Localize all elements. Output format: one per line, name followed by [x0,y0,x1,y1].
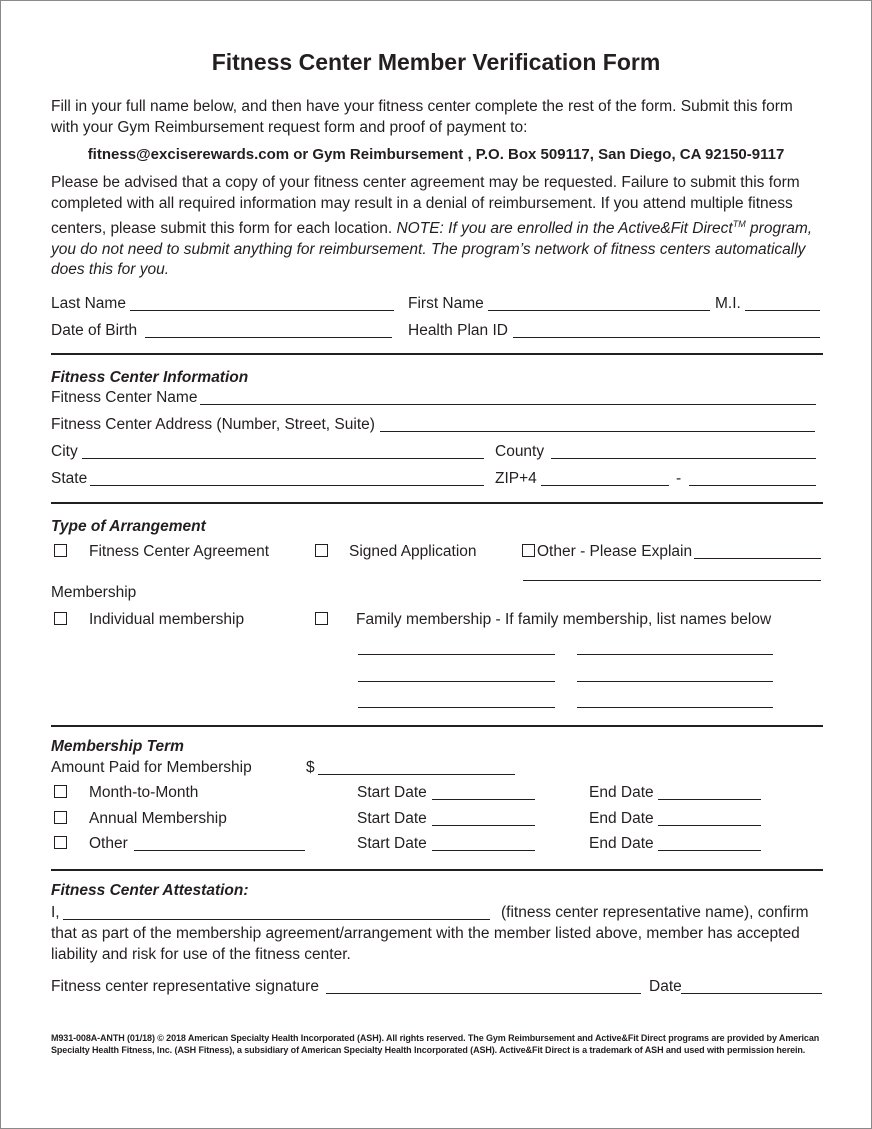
annual-membership-checkbox[interactable] [54,811,67,824]
last-name-label: Last Name [51,295,126,312]
other-arrangement-label: Other - Please Explain [537,543,693,560]
month-start-date-field[interactable] [432,799,535,800]
signed-application-checkbox[interactable] [315,544,328,557]
annual-end-date-field[interactable] [658,825,761,826]
county-field[interactable] [551,458,816,459]
zip-label: ZIP+4 [495,470,537,487]
note-prefix: NOTE: If you are enrolled in the Active&Fit Direct [396,220,733,238]
dob-label: Date of Birth [51,322,138,339]
notice-paragraph [51,173,821,281]
individual-membership-checkbox[interactable] [54,612,67,625]
other-term-field[interactable] [134,850,305,851]
mi-label: M.I. [715,295,741,312]
attestation-i: I, [51,904,60,921]
dollar-sign: $ [306,759,315,776]
agreement-label: Fitness Center Agreement [89,543,270,560]
arrangement-heading: Type of Arrangement [51,518,206,535]
end-date-label: End Date [589,784,654,801]
family-name-field[interactable] [577,654,773,655]
agreement-checkbox[interactable] [54,544,67,557]
other-term-checkbox[interactable] [54,836,67,849]
end-date-label: End Date [589,835,654,852]
fitness-center-name-field[interactable] [200,404,816,405]
zip-extension-field[interactable] [689,485,816,486]
zip-dash: - [676,470,682,487]
attestation-text: that as part of the membership agreement/arrangement with the member listed above, member has accepted liability and risk for use of the fitness center. [51,925,800,963]
state-label: State [51,470,88,487]
family-name-field[interactable] [358,681,555,682]
signature-label: Fitness center representative signature [51,978,319,995]
section-divider [51,725,823,727]
notice-text: Please be advised that a copy of your fitness center agreement may be requested. Failure to submit this form completed with all required information may result in a denial of reimbursement. If you attend multiple fitness centers, please submit this form for each location. [51,174,800,238]
submission-address: fitness@exciserewards.com or Gym Reimbursement , P.O. Box 509117, San Diego, CA 92150-9117 [87,146,785,163]
family-name-field[interactable] [577,707,773,708]
signature-field[interactable] [326,993,641,994]
fitness-center-name-label: Fitness Center Name [51,389,198,406]
family-membership-label: Family membership - If family membership, list names below [356,611,772,628]
other-arrangement-checkbox[interactable] [522,544,535,557]
signed-application-label: Signed Application [349,543,477,560]
family-name-field[interactable] [358,654,555,655]
trademark-mark: TM [732,219,746,229]
annual-membership-label: Annual Membership [89,810,227,827]
last-name-field[interactable] [130,310,394,311]
membership-term-heading: Membership Term [51,738,184,755]
representative-name-field[interactable] [63,919,490,920]
start-date-label: Start Date [357,784,427,801]
state-field[interactable] [90,485,484,486]
membership-label: Membership [51,584,137,601]
other-explain-field[interactable] [694,558,821,559]
fitness-center-address-field[interactable] [380,431,815,432]
form-title: Fitness Center Member Verification Form [211,49,661,75]
month-to-month-label: Month-to-Month [89,784,199,801]
representative-name-label: (fitness center representative name), confirm [501,904,809,921]
fitness-center-heading: Fitness Center Information [51,369,249,386]
city-field[interactable] [82,458,484,459]
individual-membership-label: Individual membership [89,611,245,628]
end-date-label: End Date [589,810,654,827]
dob-field[interactable] [145,337,392,338]
signature-date-field[interactable] [681,993,822,994]
start-date-label: Start Date [357,835,427,852]
month-to-month-checkbox[interactable] [54,785,67,798]
city-label: City [51,443,78,460]
section-divider [51,353,823,355]
annual-start-date-field[interactable] [432,825,535,826]
first-name-field[interactable] [488,310,710,311]
county-label: County [495,443,545,460]
mi-field[interactable] [745,310,820,311]
footer-legal: M931-008A-ANTH (01/18) © 2018 American Specialty Health Incorporated (ASH). All rights reserved. The Gym Reimbursement and Active&Fit Direct programs are provided by American Specialty Health Fitness, Inc. (ASH Fitness), a subsidiary of American Specialty Health Incorporated (ASH). Active&Fit Direct is a trademark of ASH and used with permission herein. [51,1033,820,1055]
section-divider [51,502,823,504]
family-name-field[interactable] [358,707,555,708]
note-suffix: program, you do not need to submit anything for reimbursement. The program’s network of fitness centers automatically does this for you. [51,220,813,279]
zip-field[interactable] [541,485,669,486]
fitness-center-address-label: Fitness Center Address (Number, Street, Suite) [51,416,375,433]
month-end-date-field[interactable] [658,799,761,800]
signature-date-label: Date [649,978,682,995]
first-name-label: First Name [408,295,484,312]
health-plan-id-label: Health Plan ID [408,322,508,339]
health-plan-id-field[interactable] [513,337,820,338]
other-start-date-field[interactable] [432,850,535,851]
start-date-label: Start Date [357,810,427,827]
intro-paragraph: Fill in your full name below, and then have your fitness center complete the rest of the form. Submit this form with your Gym Reimbursement request form and proof of payment to: [51,98,793,136]
other-term-label: Other [89,835,128,852]
attestation-heading: Fitness Center Attestation: [51,882,249,899]
section-divider [51,869,823,871]
amount-paid-label: Amount Paid for Membership [51,759,252,776]
other-end-date-field[interactable] [658,850,761,851]
family-membership-checkbox[interactable] [315,612,328,625]
amount-paid-field[interactable] [318,774,515,775]
family-name-field[interactable] [577,681,773,682]
other-explain-field-2[interactable] [523,580,821,581]
